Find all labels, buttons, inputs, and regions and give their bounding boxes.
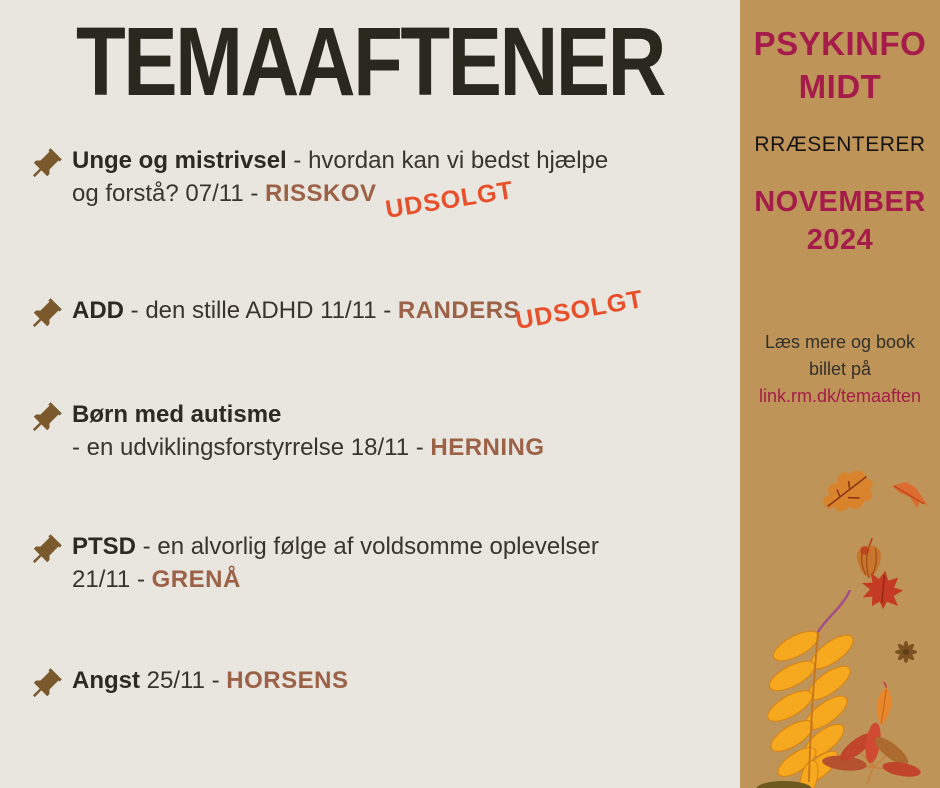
month-year: 2024 <box>806 224 874 256</box>
event-location: RISSKOV <box>265 180 377 207</box>
presents-label: RRÆSENTERER <box>754 133 926 156</box>
event-item-boern-med-autisme <box>26 398 545 464</box>
event-location: GRENÅ <box>151 566 241 593</box>
pushpin-icon <box>26 666 66 709</box>
torn-leaf-icon <box>890 480 930 515</box>
pushpin-icon <box>26 146 66 189</box>
cta-line1: Læs mere og book <box>764 332 916 352</box>
event-item-unge-og-mistrivsel <box>26 144 609 224</box>
event-text <box>66 294 520 327</box>
event-item-ptsd <box>26 530 599 596</box>
month-name: NOVEMBER <box>754 186 926 218</box>
creeper-leaf-icon <box>820 716 922 788</box>
event-item-angst <box>26 664 348 709</box>
event-description-line2: 21/11 - <box>72 566 152 593</box>
event-description-line2: og forstå? 07/11 - <box>72 180 266 207</box>
sidebar-panel <box>740 0 940 788</box>
pushpin-icon <box>26 532 66 575</box>
pushpin-icon <box>26 296 66 339</box>
event-title: Børn med autisme <box>72 401 282 428</box>
page-title: TEMAAFTENER <box>76 7 664 116</box>
event-description-line2: - en udviklingsforstyrrelse 18/11 - <box>72 434 431 461</box>
leaf-fragment-icon <box>754 778 814 788</box>
soldout-badge: UDSOLGT <box>513 285 646 336</box>
event-location: RANDERS <box>397 297 521 324</box>
event-description: - hvordan kan vi bedst hjælpe <box>286 147 609 174</box>
event-item-add <box>26 285 646 339</box>
event-text <box>66 398 545 464</box>
cta-text <box>740 329 940 410</box>
brand-line1: PSYKINFO <box>753 25 927 62</box>
event-description: - den stille ADHD 11/11 - <box>124 297 398 324</box>
event-location: HERNING <box>430 434 545 461</box>
cta-line2: billet på <box>808 359 872 379</box>
event-title: Angst <box>72 667 140 694</box>
star-anise-icon <box>892 638 920 671</box>
booking-link[interactable]: link.rm.dk/temaaften <box>758 386 922 406</box>
event-text <box>66 664 348 697</box>
event-title: ADD <box>72 297 124 324</box>
brand-title <box>740 22 940 108</box>
event-title: PTSD <box>72 533 137 560</box>
event-description: - en alvorlig følge af voldsomme oplevelser <box>136 533 599 560</box>
month-label <box>740 183 940 259</box>
event-location: HORSENS <box>226 667 349 694</box>
event-text <box>66 144 608 210</box>
soldout-badge: UDSOLGT <box>383 176 516 224</box>
event-description: 25/11 - <box>140 667 227 694</box>
event-title: Unge og mistrivsel <box>72 147 287 174</box>
pushpin-icon <box>26 400 66 443</box>
brand-line2: MIDT <box>798 68 882 105</box>
event-text <box>66 530 599 596</box>
oak-leaf-icon <box>818 466 876 521</box>
